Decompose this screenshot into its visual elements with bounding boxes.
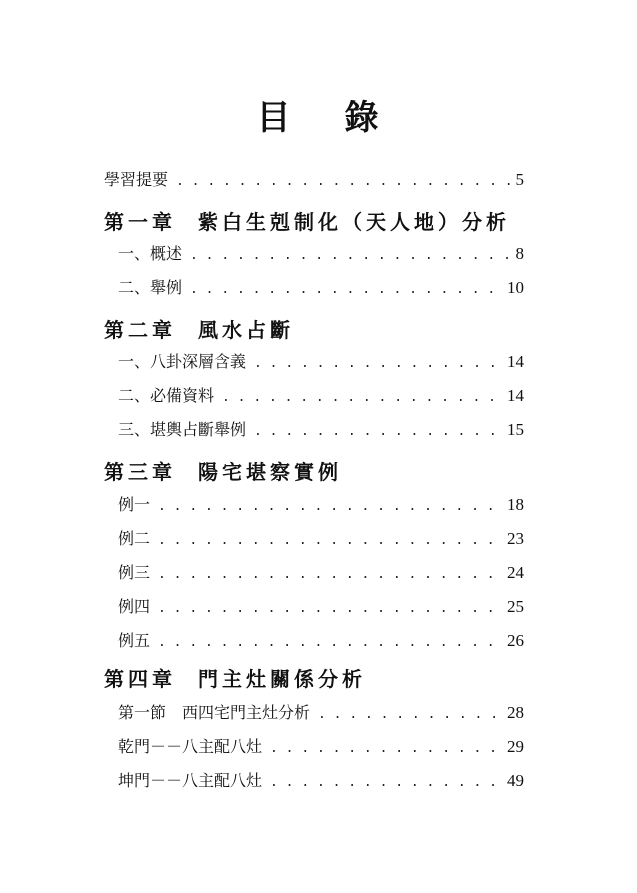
toc-entry-page: 15 <box>507 420 524 439</box>
chapter-number: 第二章 <box>104 318 176 342</box>
toc-entry-label: 一、概述 <box>118 244 183 263</box>
toc-entry-page: 24 <box>507 563 524 582</box>
toc-entry[interactable] <box>118 631 524 651</box>
chapter-heading-1 <box>104 210 510 234</box>
dot-leader <box>254 354 503 374</box>
toc-entry-label: 例三 <box>118 563 151 582</box>
toc-entry[interactable] <box>118 495 524 515</box>
toc-entry-label: 坤門－－八主配八灶 <box>118 771 263 790</box>
title-char-2: 錄 <box>344 98 381 138</box>
chapter-number: 第四章 <box>104 667 176 691</box>
toc-entry[interactable] <box>118 597 524 617</box>
toc-entry[interactable] <box>118 386 524 406</box>
toc-entry-label: 一、八卦深層含義 <box>118 352 247 371</box>
toc-entry[interactable] <box>118 563 524 583</box>
toc-entry-label: 二、必備資料 <box>118 386 215 405</box>
dot-leader <box>176 172 511 192</box>
toc-entry[interactable] <box>118 703 524 723</box>
toc-entry-page: 10 <box>507 278 524 297</box>
chapter-title: 陽宅堪察實例 <box>198 460 342 484</box>
toc-entry-intro[interactable] <box>104 170 524 190</box>
toc-entry-page: 14 <box>507 352 524 371</box>
toc-entry-label: 例一 <box>118 495 151 514</box>
toc-entry-label: 例二 <box>118 529 151 548</box>
dot-leader <box>158 565 503 585</box>
dot-leader <box>158 633 503 653</box>
toc-entry-label: 三、堪輿占斷舉例 <box>118 420 247 439</box>
toc-entry-label: 二、舉例 <box>118 278 183 297</box>
toc-entry[interactable] <box>118 737 524 757</box>
toc-entry-page: 25 <box>507 597 524 616</box>
toc-entry-label: 學習提要 <box>104 170 169 189</box>
toc-entry[interactable] <box>118 420 524 440</box>
dot-leader <box>254 422 503 442</box>
toc-entry-page: 29 <box>507 737 524 756</box>
toc-entry[interactable] <box>118 244 524 264</box>
toc-entry-label: 例四 <box>118 597 151 616</box>
toc-entry[interactable] <box>118 771 524 791</box>
dot-leader <box>158 531 503 551</box>
dot-leader <box>190 280 503 300</box>
toc-entry-page: 5 <box>515 170 524 189</box>
dot-leader <box>270 773 503 793</box>
toc-entry-page: 14 <box>507 386 524 405</box>
toc-entry-page: 8 <box>515 244 524 263</box>
toc-entry-page: 26 <box>507 631 524 650</box>
dot-leader <box>270 739 503 759</box>
toc-entry[interactable] <box>118 529 524 549</box>
toc-entry[interactable] <box>118 352 524 372</box>
dot-leader <box>222 388 503 408</box>
toc-entry-label: 第一節 西四宅門主灶分析 <box>118 703 311 722</box>
toc-entry-page: 28 <box>507 703 524 722</box>
chapter-heading-2 <box>104 318 294 342</box>
toc-entry-page: 18 <box>507 495 524 514</box>
toc-entry-label: 乾門－－八主配八灶 <box>118 737 263 756</box>
dot-leader <box>190 246 511 266</box>
chapter-heading-3 <box>104 460 342 484</box>
dot-leader <box>158 599 503 619</box>
dot-leader <box>158 497 503 517</box>
chapter-title: 紫白生剋制化（天人地）分析 <box>198 210 510 234</box>
chapter-title: 門主灶關係分析 <box>198 667 366 691</box>
toc-entry-page: 23 <box>507 529 524 548</box>
page-title <box>0 90 637 139</box>
chapter-number: 第一章 <box>104 210 176 234</box>
chapter-number: 第三章 <box>104 460 176 484</box>
chapter-title: 風水占斷 <box>198 318 294 342</box>
toc-entry[interactable] <box>118 278 524 298</box>
chapter-heading-4 <box>104 667 366 691</box>
title-char-1: 目 <box>256 98 293 138</box>
toc-entry-label: 例五 <box>118 631 151 650</box>
toc-entry-page: 49 <box>507 771 524 790</box>
dot-leader <box>318 705 503 725</box>
